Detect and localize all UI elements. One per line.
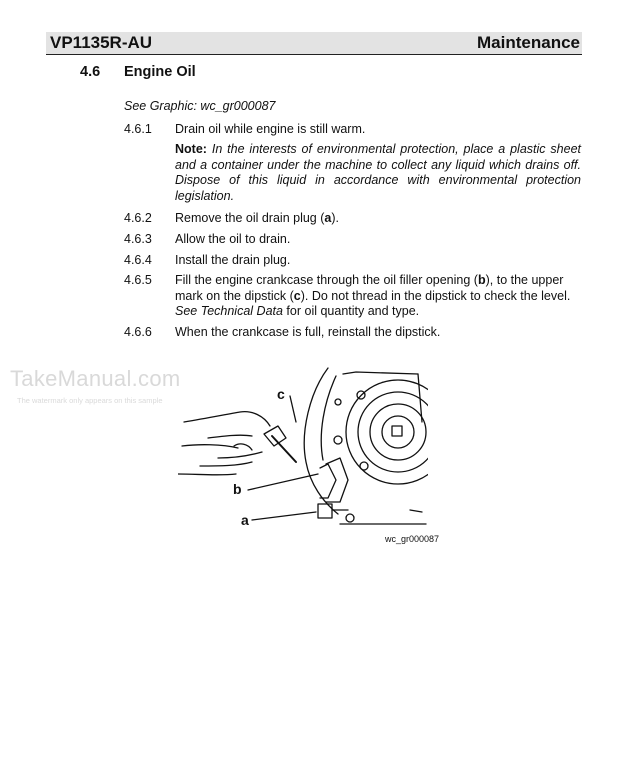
callout-ref: c	[293, 288, 301, 303]
callout-label-a: a	[241, 512, 249, 528]
step-text: When the crankcase is full, reinstall the dipstick.	[175, 325, 441, 339]
callout-label-b: b	[233, 481, 242, 497]
section-title: Maintenance	[477, 33, 580, 52]
page-header	[46, 32, 582, 55]
see-graphic-reference: See Graphic: wc_gr000087	[124, 99, 276, 113]
step-number: 4.6.3	[124, 232, 152, 246]
callout-label-c: c	[277, 386, 285, 402]
step-number: 4.6.4	[124, 253, 152, 267]
callout-ref: a	[324, 211, 332, 225]
technical-data-ref: See Technical Data	[175, 304, 283, 318]
step-number: 4.6.6	[124, 325, 152, 339]
step-number: 4.6.1	[124, 122, 152, 136]
note-block	[175, 142, 581, 204]
step-text: Install the drain plug.	[175, 253, 291, 267]
step-number: 4.6.2	[124, 211, 152, 225]
step-text: Remove the oil drain plug (a).	[175, 211, 339, 225]
watermark-brand: TakeManual.com	[10, 366, 181, 391]
watermark-notice: The watermark only appears on this sample	[17, 396, 163, 405]
section-heading: Engine Oil	[124, 64, 196, 80]
engine-oil-illustration	[178, 362, 428, 532]
step-text: Allow the oil to drain.	[175, 232, 291, 246]
step-text: Drain oil while engine is still warm.	[175, 122, 366, 136]
figure-code: wc_gr000087	[385, 534, 440, 544]
step-number: 4.6.5	[124, 273, 152, 287]
note-label: Note:	[175, 142, 207, 156]
step-text: Fill the engine crankcase through the oil filler opening (b), to the upper mark on the dipstick (c). Do not thread in the dipstick to check the level. See Technical Data for oil quantity and type.	[175, 273, 571, 318]
callout-ref: b	[477, 273, 486, 287]
section-number: 4.6	[80, 64, 101, 80]
model-title: VP1135R-AU	[50, 33, 153, 52]
note-text: In the interests of environmental protection, place a plastic sheet and a container under the machine to collect any liquid which drains off. Dispose of this liquid in accordance with environmental protection legislation.	[175, 142, 581, 203]
